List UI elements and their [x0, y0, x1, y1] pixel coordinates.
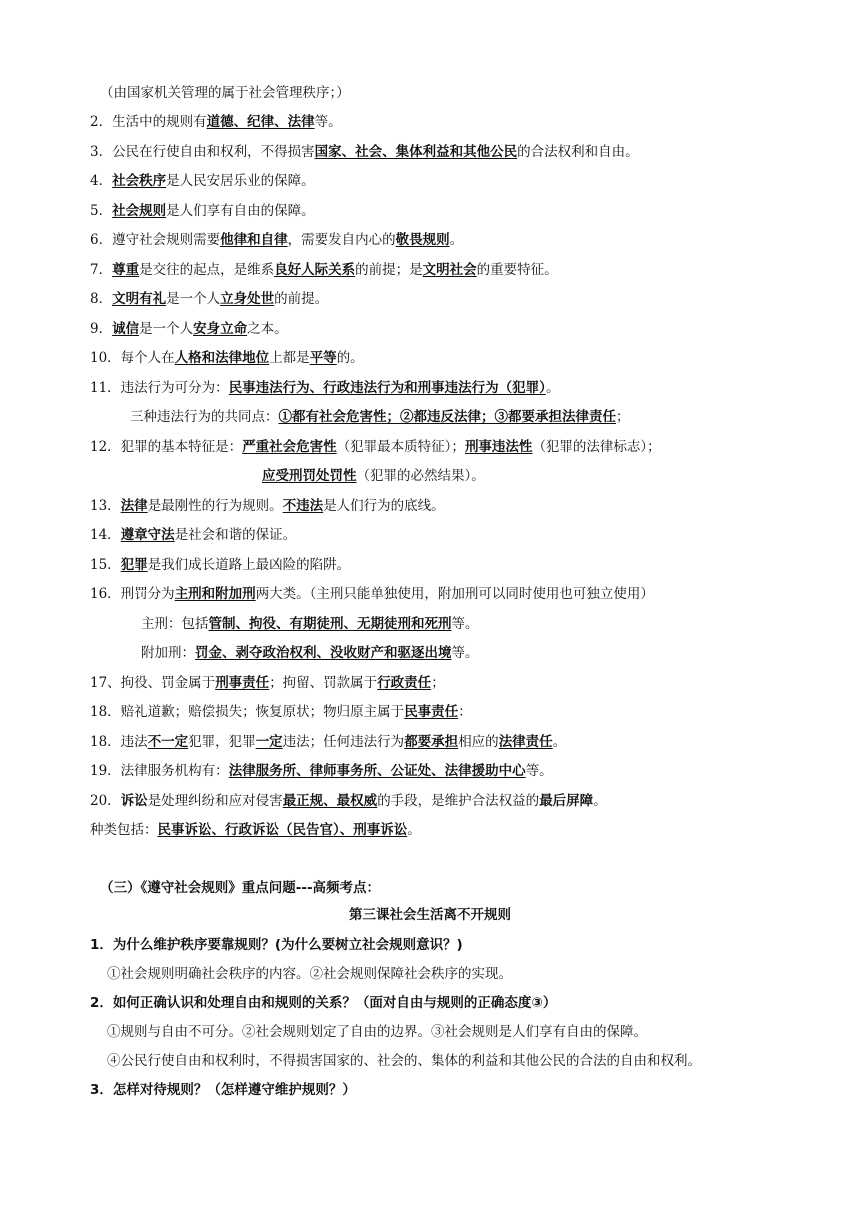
text-segment: 是处理纠纷和应对侵害 — [147, 793, 283, 809]
text-line — [107, 1023, 647, 1041]
text-segment: 等。 — [314, 114, 342, 130]
text-segment: （犯罪最本质特征）； — [336, 439, 465, 455]
emphasized-text: 管制、拘役、有期徒刑、无期徒刑和死刑 — [208, 616, 452, 632]
text-line — [141, 644, 479, 662]
text-segment: 9． — [90, 321, 113, 337]
emphasized-text: 安身立命 — [193, 321, 248, 337]
text-segment: ①社会规则明确社会秩序的内容。②社会规则保障社会秩序的实现。 — [107, 966, 512, 982]
text-line — [0, 906, 860, 924]
text-line — [90, 379, 559, 397]
text-segment: （由国家机关管理的属于社会管理秩序；） — [100, 85, 350, 101]
text-line — [107, 1052, 701, 1070]
text-line — [141, 615, 479, 633]
text-segment: 。 — [545, 380, 560, 396]
emphasized-text: 他律和自律 — [220, 232, 288, 248]
emphasized-text: 国家、社会、集体利益和其他公民 — [314, 144, 518, 160]
text-segment: 19．法律服务机构有： — [90, 763, 229, 779]
text-segment: 是人们行为的底线。 — [323, 498, 445, 514]
text-segment: 的重要特征。 — [476, 262, 558, 278]
emphasized-text: 严重社会危害性 — [242, 439, 337, 455]
text-line — [90, 556, 350, 574]
text-segment: 5． — [90, 203, 113, 219]
emphasized-text: 都要承担 — [404, 734, 459, 750]
text-segment: 是我们成长道路上最凶险的陷阱。 — [147, 557, 351, 573]
text-line — [90, 994, 556, 1012]
text-segment: 的合法权利和自由。 — [517, 144, 639, 160]
text-segment: 等。 — [451, 645, 479, 661]
text-segment: 是人民安居乐业的保障。 — [166, 173, 315, 189]
text-line — [90, 261, 558, 279]
emphasized-text: 民事责任 — [404, 704, 459, 720]
emphasized-text: 立身处世 — [220, 291, 275, 307]
text-segment: 7． — [90, 262, 113, 278]
text-segment: 的前提。 — [274, 291, 329, 307]
emphasized-text: 最正规、最权威 — [282, 793, 378, 809]
text-segment: 附加刑： — [141, 645, 195, 661]
text-segment: 17、拘役、罚金属于 — [90, 675, 216, 691]
emphasized-text: 不违法 — [282, 498, 324, 514]
emphasized-text: 主刑和附加刑 — [174, 586, 256, 602]
emphasized-text: 文明社会 — [422, 262, 477, 278]
text-line — [90, 172, 315, 190]
emphasized-text: 良好人际关系 — [274, 262, 356, 278]
emphasized-text: 尊重 — [112, 262, 140, 278]
text-segment: 20． — [90, 793, 121, 809]
emphasized-text: 刑事责任 — [215, 675, 270, 691]
emphasized-text: 敬畏规则 — [395, 232, 450, 248]
emphasized-text: 法律责任 — [498, 734, 553, 750]
text-segment: 之本。 — [247, 321, 288, 337]
text-segment: 4． — [90, 173, 113, 189]
text-segment: 10．每个人在 — [90, 350, 175, 366]
emphasized-text: 遵章守法 — [120, 527, 175, 543]
text-segment: ： — [458, 704, 472, 720]
emphasized-text: 民事违法行为、行政违法行为和刑事违法行为（犯罪） — [228, 380, 546, 396]
text-segment: （犯罪的法律标志）； — [532, 439, 661, 455]
emphasized-text: 诚信 — [112, 321, 140, 337]
text-segment: 16．刑罚分为 — [90, 586, 175, 602]
text-segment: 。 — [552, 734, 567, 750]
text-line — [130, 408, 630, 426]
text-segment: ④公民行使自由和权利时，不得损害国家的、社会的、集体的利益和其他公民的合法的自由和权利。 — [107, 1053, 701, 1069]
emphasized-text: 第三课社会生活离不开规则 — [349, 907, 511, 923]
text-line — [90, 792, 607, 810]
text-line — [90, 349, 364, 367]
text-segment: 11．违法行为可分为： — [90, 380, 229, 396]
text-segment: 的手段，是维护合法权益的 — [377, 793, 540, 809]
text-segment: 主刑：包括 — [141, 616, 209, 632]
text-segment: ； — [616, 409, 630, 425]
text-segment: 的。 — [336, 350, 364, 366]
emphasized-text: ①都有社会危害性；②都违反法律；③都要承担法律责任 — [278, 409, 616, 425]
emphasized-text: 人格和法律地位 — [174, 350, 270, 366]
text-segment: 等。 — [451, 616, 479, 632]
emphasized-text: 不一定 — [147, 734, 189, 750]
text-line — [90, 526, 296, 544]
text-segment: 是人们享有自由的保障。 — [166, 203, 315, 219]
emphasized-text: 罚金、剥夺政治权利、没收财产和驱逐出境 — [195, 645, 452, 661]
emphasized-text: 法律 — [120, 498, 148, 514]
text-line — [90, 703, 472, 721]
text-line — [90, 290, 328, 308]
text-segment: ，需要发自内心的 — [287, 232, 396, 248]
emphasized-text: 3．怎样对待规则？（怎样遵守维护规则？） — [90, 1082, 356, 1098]
emphasized-text: 平等 — [309, 350, 337, 366]
text-line — [90, 113, 342, 131]
text-line — [90, 143, 639, 161]
text-segment: 是一个人 — [166, 291, 221, 307]
text-segment: 。 — [593, 793, 607, 809]
text-line — [107, 965, 512, 983]
emphasized-text: 道德、纪律、法律 — [206, 114, 315, 130]
text-segment: ；拘留、罚款属于 — [269, 675, 378, 691]
text-segment: ①规则与自由不可分。②社会规则划定了自由的边界。③社会规则是人们享有自由的保障。 — [107, 1024, 647, 1040]
emphasized-text: 刑事违法性 — [464, 439, 533, 455]
text-segment: 两大类。（主刑只能单独使用，附加刑可以同时使用也可独立使用） — [255, 586, 654, 602]
emphasized-text: 社会规则 — [112, 203, 167, 219]
emphasized-text: 一定 — [255, 734, 283, 750]
text-line — [90, 438, 661, 456]
emphasized-text: 犯罪 — [120, 557, 148, 573]
text-segment: 的前提；是 — [355, 262, 423, 278]
text-segment: 18．违法 — [90, 734, 148, 750]
text-segment: 等。 — [525, 763, 553, 779]
emphasized-text: 行政责任 — [377, 675, 432, 691]
text-line — [90, 733, 566, 751]
emphasized-text: 诉讼 — [120, 793, 148, 809]
emphasized-text: 应受刑罚处罚性 — [262, 468, 357, 484]
text-segment: 是社会和谐的保证。 — [174, 527, 297, 543]
text-line — [90, 821, 421, 839]
text-segment: 犯罪，犯罪 — [188, 734, 256, 750]
text-line — [90, 762, 553, 780]
emphasized-text: 法律服务所、律师事务所、公证处、法律援助中心 — [228, 763, 526, 779]
text-segment: 18．赔礼道歉；赔偿损失；恢复原状；物归原主属于 — [90, 704, 405, 720]
text-line — [100, 84, 350, 102]
text-segment: 14． — [90, 527, 121, 543]
emphasized-text: 2．如何正确认识和处理自由和规则的关系？（面对自由与规则的正确态度③） — [90, 995, 557, 1011]
text-segment: 15． — [90, 557, 121, 573]
text-line — [90, 1081, 356, 1099]
text-segment: 是交往的起点，是维系 — [139, 262, 275, 278]
emphasized-text: 1．为什么维护秩序要靠规则？(为什么要树立社会规则意识？) — [90, 937, 463, 953]
text-segment: 。 — [407, 822, 421, 838]
text-segment: 相应的 — [458, 734, 499, 750]
text-segment: ； — [431, 675, 445, 691]
text-segment: 13． — [90, 498, 121, 514]
text-line — [90, 497, 445, 515]
text-line — [90, 202, 315, 220]
text-line — [90, 585, 654, 603]
text-segment: 种类包括： — [90, 822, 158, 838]
text-line — [90, 231, 463, 249]
emphasized-text: 最后屏障 — [539, 793, 594, 809]
text-line — [262, 467, 485, 485]
emphasized-text: 民事诉讼、行政诉讼（民告官）、刑事诉讼 — [157, 822, 408, 838]
text-segment: 上都是 — [269, 350, 310, 366]
text-segment: 三种违法行为的共同点： — [130, 409, 279, 425]
text-segment: 12．犯罪的基本特征是： — [90, 439, 243, 455]
text-line — [90, 674, 445, 692]
emphasized-text: 文明有礼 — [112, 291, 167, 307]
text-segment: 违法；任何违法行为 — [282, 734, 405, 750]
emphasized-text: （三）《遵守社会规则》重点问题---高频考点： — [100, 880, 381, 896]
text-segment: 2．生活中的规则有 — [90, 114, 207, 130]
emphasized-text: 社会秩序 — [112, 173, 167, 189]
text-segment: 8． — [90, 291, 113, 307]
text-line — [100, 879, 380, 897]
text-segment: 是一个人 — [139, 321, 194, 337]
text-line — [90, 936, 463, 954]
text-segment: 是最刚性的行为规则。 — [147, 498, 283, 514]
text-line — [90, 320, 288, 338]
text-segment: 。 — [449, 232, 464, 248]
text-segment: 3．公民在行使自由和权利，不得损害 — [90, 144, 315, 160]
text-segment: （犯罪的必然结果）。 — [356, 468, 485, 484]
text-segment: 6．遵守社会规则需要 — [90, 232, 221, 248]
